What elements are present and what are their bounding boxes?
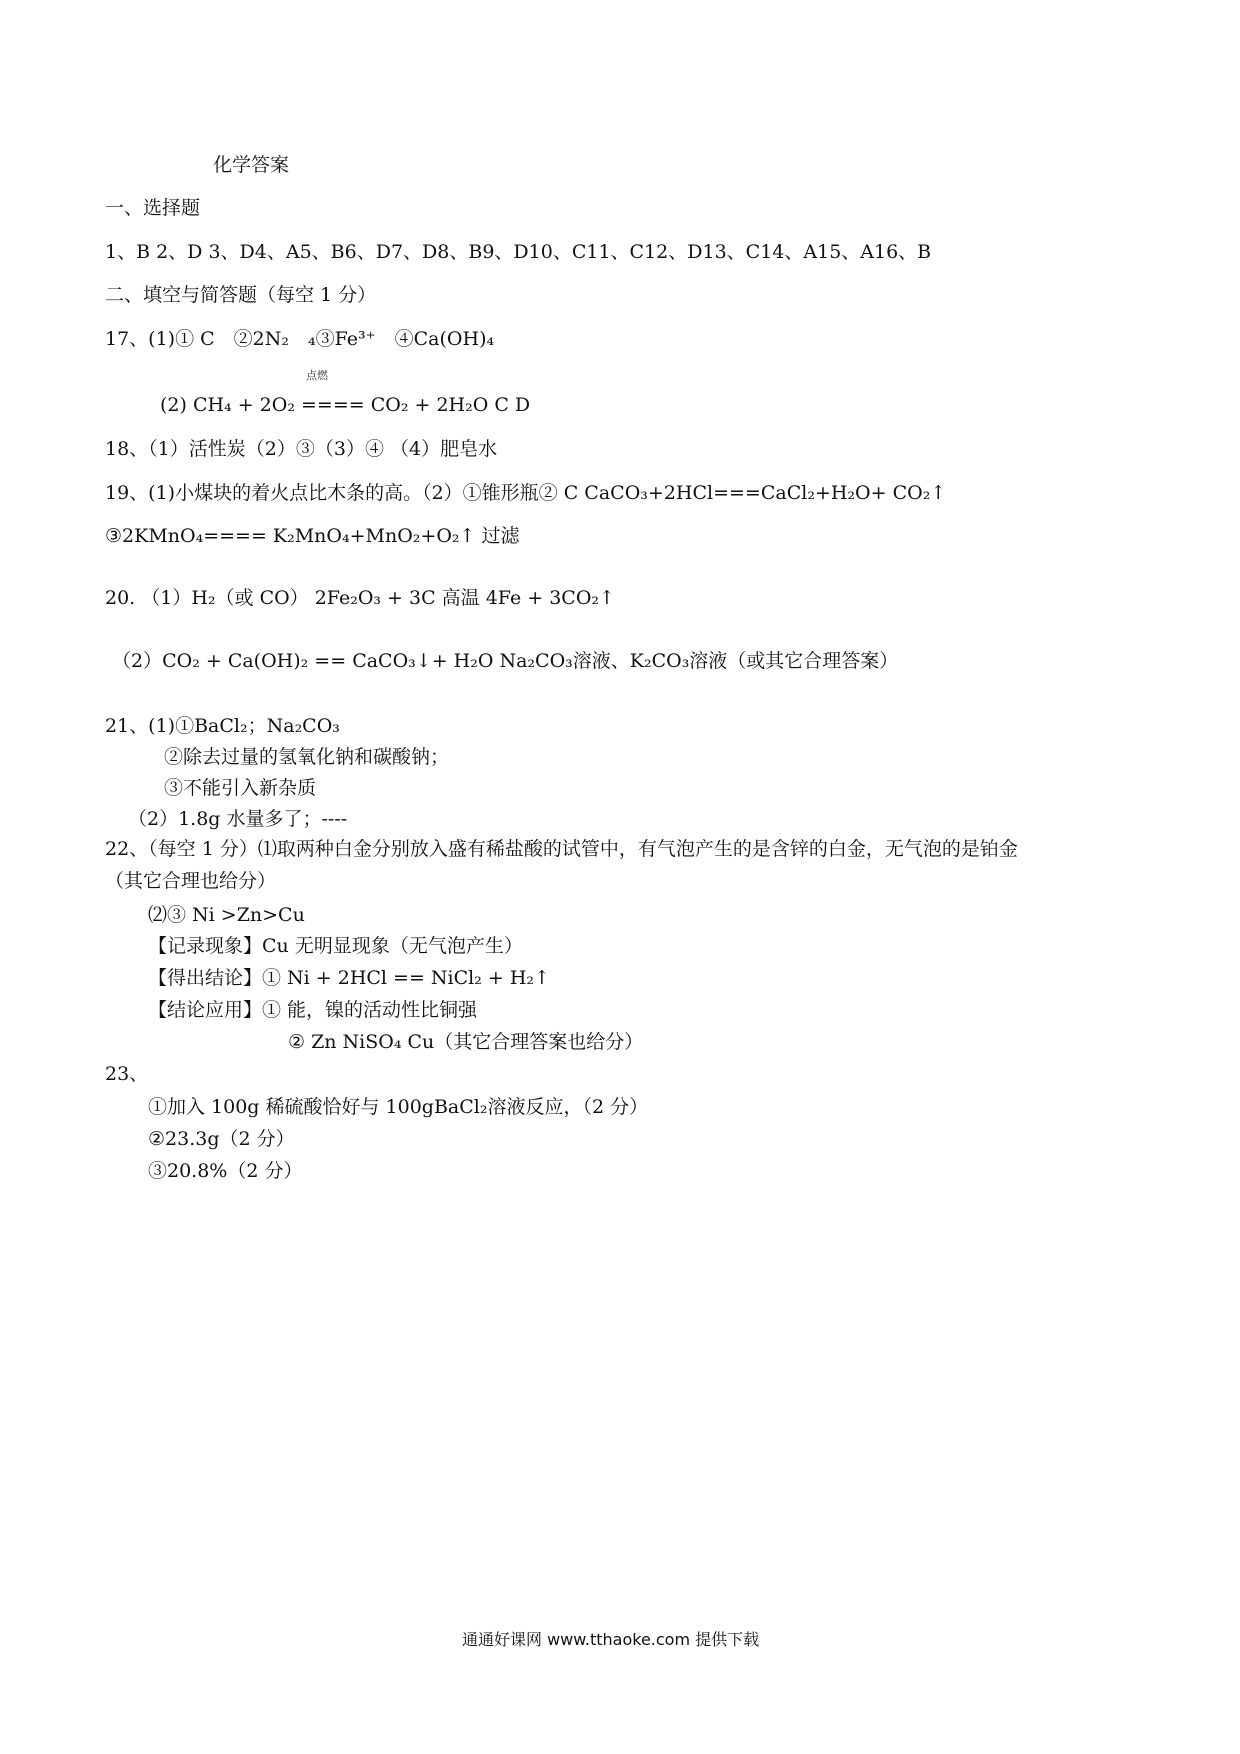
q23-line2: ②23.3g（2 分）	[148, 1128, 295, 1150]
footer-source: 通通好课网 www.tthaoke.com 提供下载	[462, 1630, 760, 1649]
q22-line4: 【记录现象】Cu 无明显现象（无气泡产生）	[148, 935, 523, 957]
choice-answers: 1、B 2、D 3、D4、A5、B6、D7、D8、B9、D10、C11、C12、D13、C14、A15、A16、B	[105, 241, 932, 263]
q17-line1: 17、(1)① C ②2N₂ ₄③Fe³⁺ ④Ca(OH)₄	[105, 328, 495, 350]
page-title: 化学答案	[213, 154, 290, 176]
q19-line2: ③2KMnO₄==== K₂MnO₄+MnO₂+O₂↑ 过滤	[105, 525, 520, 547]
q20-line2: （2）CO₂ + Ca(OH)₂ == CaCO₃↓+ H₂O Na₂CO₃溶液、K₂CO₃溶液（或其它合理答案）	[112, 650, 899, 672]
q22-line7: ② Zn NiSO₄ Cu（其它合理答案也给分）	[288, 1031, 644, 1053]
q22-line6: 【结论应用】① 能，镍的活动性比铜强	[148, 999, 478, 1021]
q22-line3: ⑵③ Ni >Zn>Cu	[148, 904, 305, 926]
q18-answer: 18、（1）活性炭（2）③（3）④ （4）肥皂水	[105, 438, 498, 460]
q23-line3: ③20.8%（2 分）	[148, 1160, 303, 1182]
q19-line1: 19、(1)小煤块的着火点比木条的高。（2）①锥形瓶② C CaCO₃+2HCl===CaCl₂+H₂O+ CO₂↑	[105, 482, 947, 504]
q21-line1: 21、(1)①BaCl₂；Na₂CO₃	[105, 715, 340, 737]
q22-line5: 【得出结论】① Ni + 2HCl == NiCl₂ + H₂↑	[148, 967, 550, 989]
q17-line2: (2) CH₄ + 2O₂ ==== CO₂ + 2H₂O C D	[160, 394, 531, 416]
q21-line3: ③不能引入新杂质	[164, 777, 317, 799]
q17-condition: 点燃	[306, 369, 328, 382]
q21-line4: （2）1.8g 水量多了；----	[128, 808, 348, 830]
q23-line1: ①加入 100g 稀硫酸恰好与 100gBaCl₂溶液反应，（2 分）	[148, 1096, 649, 1118]
section-choice-heading: 一、选择题	[105, 197, 201, 219]
q21-line2: ②除去过量的氢氧化钠和碳酸钠；	[164, 746, 450, 768]
section-fill-heading: 二、填空与简答题（每空 1 分）	[105, 284, 377, 306]
q23-label: 23、	[105, 1063, 149, 1085]
q22-line1: 22、（每空 1 分）⑴取两种白金分别放入盛有稀盐酸的试管中，有气泡产生的是含锌的白金，无气泡的是铂金	[105, 838, 1018, 860]
q20-line1: 20. （1）H₂（或 CO） 2Fe₂O₃ + 3C 高温 4Fe + 3CO₂↑	[105, 587, 615, 609]
q22-line2: （其它合理也给分）	[105, 870, 277, 892]
